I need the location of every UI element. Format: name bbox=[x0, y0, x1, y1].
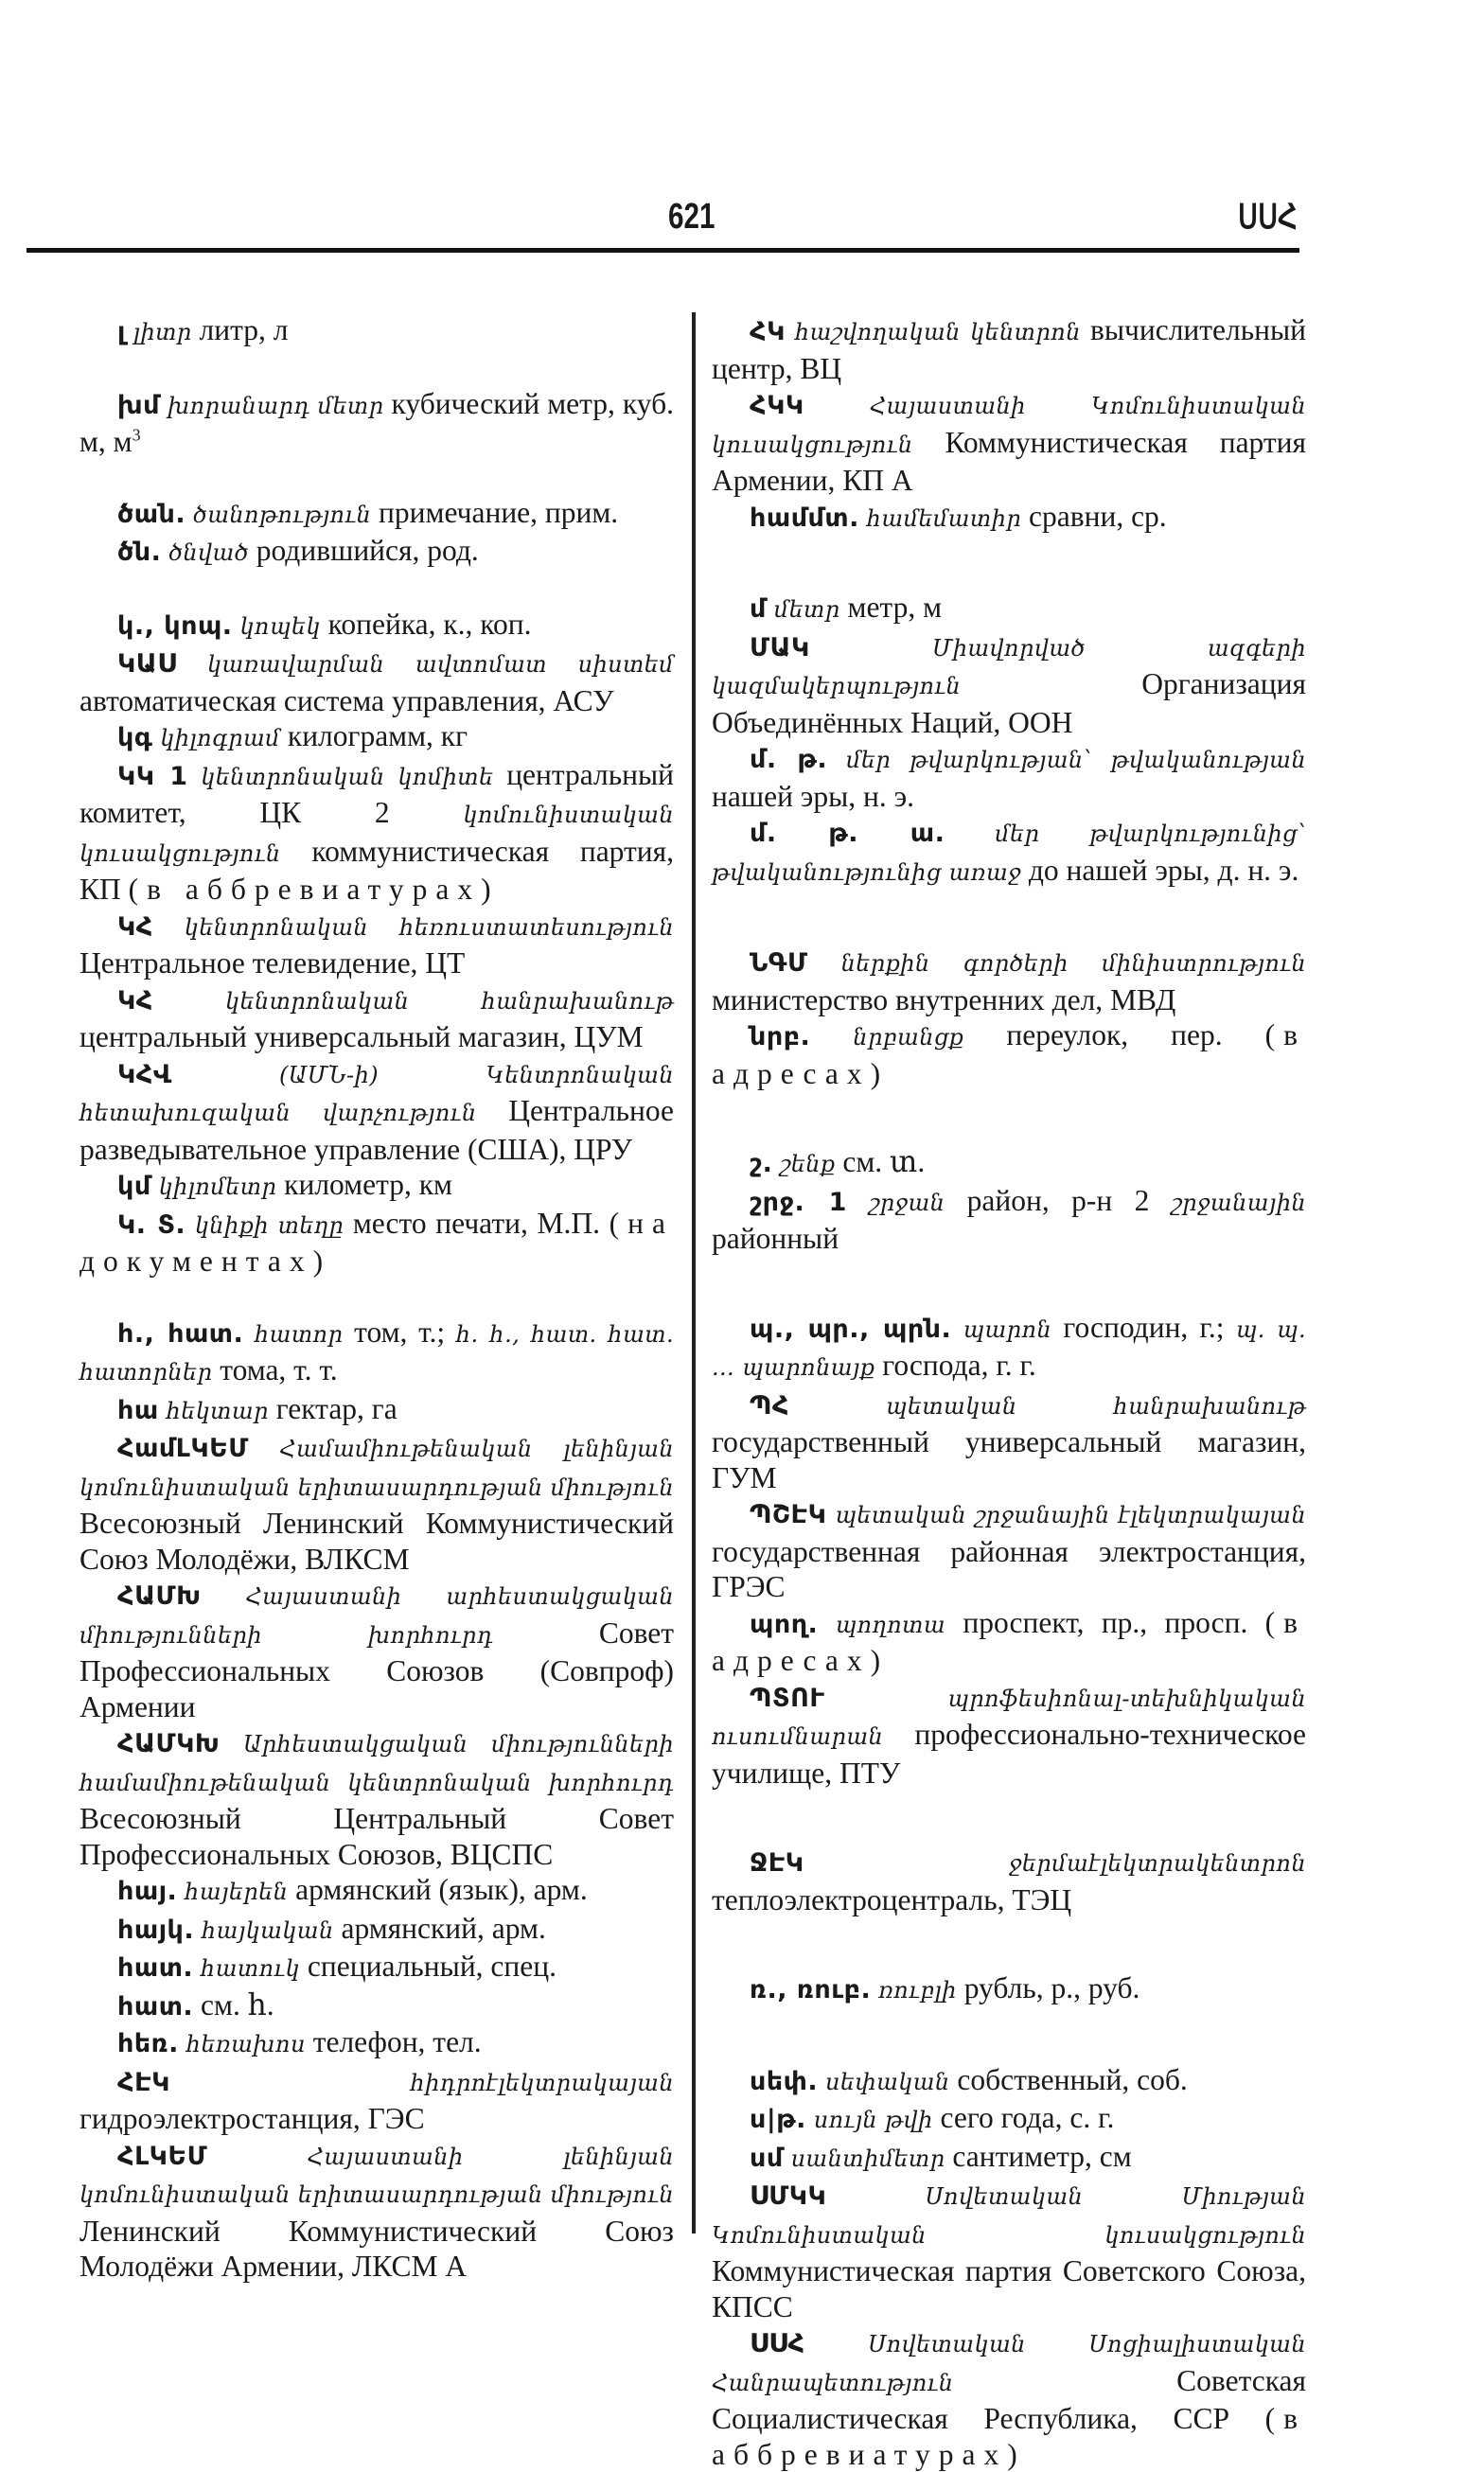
entry-abbreviation: հայ. bbox=[117, 1877, 178, 1906]
entry-abbreviation: ՍՍՀ bbox=[750, 2329, 805, 2358]
entry-abbreviation: հա bbox=[117, 1395, 159, 1425]
entry-armenian-expansion: կենտրոնական հանրախանութ bbox=[225, 987, 675, 1015]
entry-usage-note: (в адресах) bbox=[712, 1605, 1307, 1677]
entry-russian-translation: проспект, пр., просп. bbox=[963, 1605, 1248, 1639]
dictionary-entry bbox=[80, 2137, 674, 2285]
entry-abbreviation: մ. թ. bbox=[750, 745, 828, 774]
dictionary-entry bbox=[712, 2062, 1306, 2101]
entry-armenian-expansion: կենտրոնական հեռուստատեսություն bbox=[184, 913, 674, 941]
right-column bbox=[712, 312, 1306, 2472]
entry-armenian-expansion: կիլոգրամ bbox=[160, 725, 281, 751]
dictionary-entry bbox=[80, 718, 674, 757]
dictionary-entry bbox=[712, 2324, 1306, 2472]
dictionary-entry bbox=[712, 2100, 1306, 2139]
entry-armenian-expansion: մետր bbox=[773, 596, 840, 623]
entry-russian-translation-2: господа, г. г. bbox=[882, 1349, 1036, 1382]
entry-russian-translation: кубический метр, куб. м, м bbox=[80, 386, 674, 458]
entry-russian-translation: Коммунистическая партия Армении, КП А bbox=[712, 425, 1306, 497]
entry-abbreviation: ՋԷԿ bbox=[750, 1848, 804, 1878]
entry-russian-translation: Коммунистическая партия Советского Союза, КПСС bbox=[712, 2254, 1306, 2323]
entry-russian-translation: Всесоюзный Центральный Совет Профессиональных Союзов, ВЦСПС bbox=[80, 1802, 674, 1871]
entry-armenian-expansion: համեմատիր bbox=[866, 504, 1022, 532]
entry-usage-note: (в адресах) bbox=[712, 1018, 1307, 1090]
dictionary-entry bbox=[80, 533, 674, 572]
entry-armenian-expansion: կենտրոնական կոմիտե bbox=[201, 763, 494, 790]
entry-russian-translation: вычислительный центр, ВЦ bbox=[712, 313, 1306, 385]
entry-armenian-expansion: մեր թվարկության՝ թվականության bbox=[845, 747, 1307, 773]
dictionary-entry bbox=[80, 1206, 674, 1280]
entry-russian-translation: профессионально-техническое училище, ПТУ bbox=[712, 1718, 1306, 1790]
entry-armenian-expansion: շենք bbox=[780, 1151, 836, 1177]
entry-russian-translation: армянский, арм. bbox=[341, 1911, 546, 1945]
entry-russian-translation: литр, л bbox=[199, 313, 289, 346]
entry-russian-translation: примечание, прим. bbox=[379, 495, 619, 529]
entry-armenian-expansion: սեփական bbox=[825, 2068, 950, 2095]
entry-russian-translation: специальный, спец. bbox=[307, 1950, 556, 1983]
entry-russian-translation: сантиметр, см bbox=[952, 2139, 1132, 2173]
entry-abbreviation: ՍՄԿԿ bbox=[750, 2181, 827, 2211]
entry-abbreviation: մ. թ. ա. bbox=[750, 819, 945, 848]
dictionary-entry bbox=[712, 814, 1306, 891]
entry-russian-translation-2: районный bbox=[712, 1222, 839, 1255]
dictionary-entry bbox=[80, 981, 674, 1055]
entry-russian-translation: телефон, тел. bbox=[312, 2025, 482, 2058]
entry-abbreviation: ծն. bbox=[117, 538, 162, 567]
entry-abbreviation: հատ. bbox=[117, 1991, 194, 2022]
dictionary-entry bbox=[712, 628, 1306, 741]
entry-armenian-expansion: ծանոթություն bbox=[193, 501, 372, 528]
entry-armenian-expansion: հատոր bbox=[255, 1320, 344, 1348]
dictionary-entry bbox=[712, 1310, 1306, 1386]
entry-russian-translation: гидроэлектростанция, ГЭС bbox=[80, 2102, 425, 2135]
entry-russian-translation: теплоэлектроцентраль, ТЭЦ bbox=[712, 1882, 1072, 1916]
dictionary-entry bbox=[80, 644, 674, 718]
entry-russian-translation: Советская Социалистическая Республика, ССР bbox=[712, 2363, 1306, 2435]
entry-armenian-expansion-2: կոմունիստական կուսակցություն bbox=[80, 802, 674, 867]
dictionary-entry bbox=[80, 386, 674, 460]
dictionary-entry bbox=[80, 607, 674, 645]
entry-abbreviation: ս|թ. bbox=[750, 2105, 806, 2134]
entry-russian-translation: государственный универсальный магазин, ГУМ bbox=[712, 1425, 1306, 1494]
entry-superscript: 3 bbox=[132, 425, 141, 445]
entry-russian-translation: до нашей эры, д. н. э. bbox=[1028, 853, 1299, 887]
dictionary-entry bbox=[712, 1144, 1306, 1183]
dictionary-entry bbox=[80, 1724, 674, 1872]
entry-abbreviation: ԿՀ bbox=[117, 985, 153, 1015]
entry-abbreviation: համմտ. bbox=[750, 503, 859, 533]
entry-russian-translation: сего года, с. г. bbox=[940, 2101, 1115, 2134]
dictionary-entry bbox=[712, 1970, 1306, 2009]
entry-abbreviation: ՆԳՄ bbox=[750, 948, 808, 978]
entry-armenian-expansion: ջերմաէլեկտրակենտրոն bbox=[1008, 1850, 1306, 1877]
entry-russian-translation-2: тома, т. т. bbox=[220, 1353, 338, 1386]
entry-abbreviation: հայկ. bbox=[117, 1915, 195, 1945]
entry-abbreviation: ռ., ռուբ. bbox=[750, 1975, 872, 2004]
entry-abbreviation: հեռ. bbox=[117, 2029, 179, 2058]
dictionary-entry bbox=[712, 1017, 1306, 1091]
entry-abbreviation: ԿՀ bbox=[117, 911, 153, 942]
entry-abbreviation: ՀԿԿ bbox=[750, 391, 804, 420]
entry-abbreviation: ՊՏՈՒ bbox=[750, 1683, 825, 1713]
entry-armenian-expansion: պետական շրջանային էլեկտրակայան bbox=[835, 1502, 1306, 1528]
entry-abbreviation: ԿԿ 1 bbox=[117, 761, 188, 791]
entry-abbreviation: պ., պր., պրն. bbox=[750, 1314, 952, 1344]
entry-russian-translation: килограмм, кг bbox=[287, 719, 468, 752]
entry-armenian-expansion: Հայաստանի լենինյան կոմունիստական երիտասարդության միություն bbox=[80, 2143, 674, 2208]
entry-russian-translation: километр, км bbox=[284, 1168, 452, 1201]
dictionary-entry bbox=[80, 1167, 674, 1206]
entry-abbreviation: ՊՇԷԿ bbox=[750, 1500, 827, 1529]
page-number: 621 bbox=[668, 197, 716, 237]
entry-armenian-expansion: կոպեկ bbox=[239, 612, 321, 640]
entry-armenian-expansion: ծնված bbox=[168, 539, 249, 566]
entry-abbreviation: ծան. bbox=[117, 499, 186, 529]
entry-armenian-expansion: պրոֆեսիոնալ-տեխնիկական ուսումնարան bbox=[712, 1685, 1306, 1750]
entry-russian-translation: центральный универсальный магазин, ЦУМ bbox=[80, 1020, 644, 1053]
entry-armenian-expansion: Համամիութենական լենինյան կոմունիստական երիտասարդության միություն bbox=[80, 1436, 674, 1501]
entry-armenian-expansion: պետական հանրախանութ bbox=[885, 1392, 1306, 1420]
entry-russian-translation: Центральное разведывательное управление (США), ЦРУ bbox=[80, 1094, 675, 1166]
entry-armenian-expansion: պողոտա bbox=[835, 1611, 946, 1638]
entry-abbreviation: կմ bbox=[117, 1172, 151, 1201]
entry-russian-translation: том, т.; bbox=[354, 1315, 446, 1349]
entry-russian-translation: армянский (язык), арм. bbox=[295, 1873, 588, 1906]
entry-russian-translation: район, р-н 2 bbox=[966, 1183, 1150, 1217]
entry-abbreviation: ԿՀՎ bbox=[117, 1059, 172, 1089]
dictionary-entry bbox=[712, 1495, 1306, 1605]
entry-russian-translation: метр, м bbox=[847, 591, 943, 624]
dictionary-entry bbox=[712, 499, 1306, 538]
entry-russian-translation: гектар, га bbox=[275, 1391, 398, 1425]
entry-russian-translation: господин, г.; bbox=[1063, 1310, 1225, 1344]
entry-abbreviation: ԿԱՍ bbox=[117, 649, 177, 679]
entry-armenian-expansion: (ԱՄՆ-ի) Կենտրոնական հետախուզական վարչություն bbox=[80, 1061, 674, 1126]
entry-armenian-expansion: պարոն bbox=[963, 1315, 1052, 1343]
entry-armenian-expansion: Սովետական Սոցիալիստական Հանրապետություն bbox=[712, 2331, 1306, 2396]
entry-russian-translation: копейка, к., коп. bbox=[327, 607, 532, 641]
entry-abbreviation: Կ. Տ. bbox=[117, 1210, 186, 1240]
entry-armenian-expansion: Միավորված ազգերի կազմակերպություն bbox=[712, 634, 1306, 699]
entry-abbreviation: մ bbox=[750, 594, 767, 624]
entry-armenian-expansion: ներքին գործերի մինիստրություն bbox=[840, 950, 1307, 977]
entry-armenian-expansion: հեռախոս bbox=[186, 2031, 306, 2057]
dictionary-entry bbox=[80, 1872, 674, 1911]
entry-abbreviation: հատ. bbox=[117, 1953, 194, 1983]
entry-armenian-expansion-2: շրջանային bbox=[1171, 1189, 1307, 1216]
entry-armenian-expansion: կիլոմետր bbox=[158, 1174, 277, 1200]
entry-abbreviation: հ., հատ. bbox=[117, 1318, 244, 1349]
entry-armenian-expansion: խորանարդ մետր bbox=[167, 392, 384, 419]
entry-russian-translation: см. հ. bbox=[201, 1987, 274, 2022]
entry-armenian-expansion: Հայաստանի Կոմունիստական կուսակցություն bbox=[712, 393, 1306, 458]
entry-russian-translation: министерство внутренних дел, МВД bbox=[712, 982, 1176, 1016]
column-divider bbox=[692, 312, 696, 2234]
dictionary-entry bbox=[80, 2024, 674, 2063]
entry-abbreviation: շրջ. 1 bbox=[750, 1187, 847, 1217]
dictionary-entry bbox=[80, 312, 674, 351]
dictionary-entry bbox=[80, 908, 674, 981]
dictionary-entry bbox=[80, 757, 674, 908]
dictionary-entry bbox=[712, 312, 1306, 386]
entry-abbreviation: ՊՀ bbox=[750, 1390, 789, 1421]
entry-armenian-expansion: սույն թվի bbox=[813, 2107, 933, 2133]
entry-armenian-expansion: Արհեստակցական միությունների համամիութենական կենտրոնական խորհուրդ bbox=[80, 1731, 675, 1796]
entry-abbreviation: պող. bbox=[750, 1609, 819, 1639]
entry-abbreviation: շ. bbox=[750, 1149, 773, 1178]
dictionary-entry bbox=[80, 1949, 674, 1987]
dictionary-entry bbox=[712, 1605, 1306, 1679]
dictionary-entry bbox=[712, 2139, 1306, 2178]
entry-armenian-expansion: հաշվողական կենտրոն bbox=[794, 319, 1081, 345]
entry-armenian-expansion: նրբանցք bbox=[853, 1024, 964, 1051]
entry-russian-translation: см. տ. bbox=[842, 1145, 926, 1178]
entry-armenian-expansion: հիդրոէլեկտրակայան bbox=[410, 2069, 674, 2096]
entry-abbreviation: ՀԱՄԽ bbox=[117, 1581, 202, 1611]
dictionary-entry bbox=[712, 1679, 1306, 1792]
entry-russian-translation: Всесоюзный Ленинский Коммунистический Союз Молодёжи, ВЛКСМ bbox=[80, 1507, 674, 1576]
dictionary-entry bbox=[712, 590, 1306, 628]
dictionary-entry bbox=[80, 1429, 674, 1577]
entry-russian-translation: собственный, соб. bbox=[957, 2062, 1188, 2096]
dictionary-entry bbox=[712, 386, 1306, 499]
entry-armenian-expansion: կնիքի տեղը bbox=[194, 1211, 344, 1239]
dictionary-entry bbox=[80, 495, 674, 534]
entry-russian-translation: автоматическая система управления, АСУ bbox=[80, 683, 614, 717]
dictionary-entry bbox=[712, 1183, 1306, 1257]
entry-abbreviation: լ bbox=[117, 317, 126, 346]
entry-abbreviation: խմ bbox=[117, 390, 160, 420]
dictionary-entry bbox=[80, 1987, 674, 2025]
entry-usage-note: (на документах) bbox=[80, 1206, 674, 1278]
entry-armenian-expansion: լիտր bbox=[132, 319, 192, 345]
left-column bbox=[80, 312, 674, 2285]
dictionary-entry bbox=[80, 1911, 674, 1950]
entry-armenian-expansion: շրջան bbox=[869, 1189, 945, 1216]
dictionary-entry bbox=[712, 1844, 1306, 1917]
entry-abbreviation: ՀԱՄԿԽ bbox=[117, 1729, 221, 1758]
entry-armenian-expansion: կառավարման ավտոմատ սիստեմ bbox=[206, 651, 674, 678]
entry-abbreviation: սեփ. bbox=[750, 2066, 819, 2096]
dictionary-entry bbox=[80, 1315, 674, 1391]
entry-abbreviation: սմ bbox=[750, 2143, 784, 2173]
entry-armenian-expansion: ռուբլի bbox=[878, 1977, 957, 2004]
entry-abbreviation: ՀամԼԿԵՄ bbox=[117, 1434, 249, 1463]
dictionary-entry bbox=[712, 1386, 1306, 1496]
header-rule bbox=[26, 248, 1299, 253]
entry-abbreviation: ՀԷԿ bbox=[117, 2067, 170, 2097]
dictionary-entry bbox=[80, 1577, 674, 1724]
dictionary-entry bbox=[712, 740, 1306, 814]
entry-armenian-expansion: մեր թվարկությունից՝ թվականությունից առաջ bbox=[712, 821, 1307, 886]
entry-armenian-expansion: հեկտար bbox=[166, 1397, 269, 1424]
entry-armenian-expansion: հայկական bbox=[202, 1916, 334, 1944]
entry-armenian-expansion: հատուկ bbox=[201, 1955, 301, 1982]
entry-russian-translation: сравни, ср. bbox=[1029, 499, 1167, 533]
dictionary-entry bbox=[712, 944, 1306, 1017]
entry-russian-translation: место печати, М.П. bbox=[352, 1206, 600, 1240]
entry-russian-translation: Организация Объединённых Наций, ООН bbox=[712, 667, 1306, 739]
entry-armenian-expansion-2: հ. հ., հատ. հատ. հատորներ bbox=[80, 1320, 674, 1386]
entry-abbreviation: ՀԿ bbox=[750, 317, 786, 346]
entry-abbreviation: ՀԼԿԵՄ bbox=[117, 2141, 208, 2171]
entry-russian-translation: нашей эры, н. э. bbox=[712, 779, 914, 813]
dictionary-entry bbox=[80, 1055, 674, 1168]
entry-russian-translation: Ленинский Коммунистический Союз Молодёжи Армении, ЛКСМ А bbox=[80, 2214, 674, 2283]
running-head: ՍՍՀ bbox=[1238, 197, 1298, 236]
entry-russian-translation: родившийся, род. bbox=[256, 534, 479, 567]
entry-russian-translation: переулок, пер. bbox=[1006, 1018, 1223, 1051]
entry-armenian-expansion: սանտիմետր bbox=[790, 2145, 945, 2172]
entry-russian-translation: государственная районная электростанция, ГРЭС bbox=[712, 1534, 1306, 1603]
entry-abbreviation: կգ bbox=[117, 723, 153, 752]
entry-russian-translation: Центральное телевидение, ЦТ bbox=[80, 946, 466, 980]
entry-armenian-expansion: Սովետական Միության Կոմունիստական կուսակցություն bbox=[712, 2183, 1306, 2249]
entry-russian-translation: Совет Профессиональных Союзов (Совпроф) Армении bbox=[80, 1616, 675, 1723]
dictionary-entry bbox=[80, 2063, 674, 2137]
entry-armenian-expansion-2: պ. պ. ... պարոնայք bbox=[712, 1315, 1307, 1381]
dictionary-entry bbox=[712, 2177, 1306, 2324]
dictionary-entry bbox=[80, 1391, 674, 1430]
entry-armenian-expansion: Հայաստանի արհեստակցական միությունների խորհուրդ bbox=[80, 1583, 674, 1649]
entry-russian-translation: центральный комитет, ЦК 2 bbox=[80, 757, 675, 829]
entry-usage-note: (в аббревиатурах) bbox=[128, 873, 500, 906]
entry-abbreviation: ՄԱԿ bbox=[750, 632, 810, 662]
entry-abbreviation: կ., կոպ. bbox=[117, 610, 233, 641]
entry-armenian-expansion: հայերեն bbox=[185, 1879, 289, 1905]
entry-russian-translation: рубль, р., руб. bbox=[963, 1971, 1140, 2004]
entry-abbreviation: նրբ. bbox=[750, 1022, 811, 1051]
entry-russian-translation-2: коммунистическая партия, КП bbox=[80, 834, 675, 906]
entry-usage-note: (в аббревиатурах) bbox=[712, 2402, 1306, 2471]
